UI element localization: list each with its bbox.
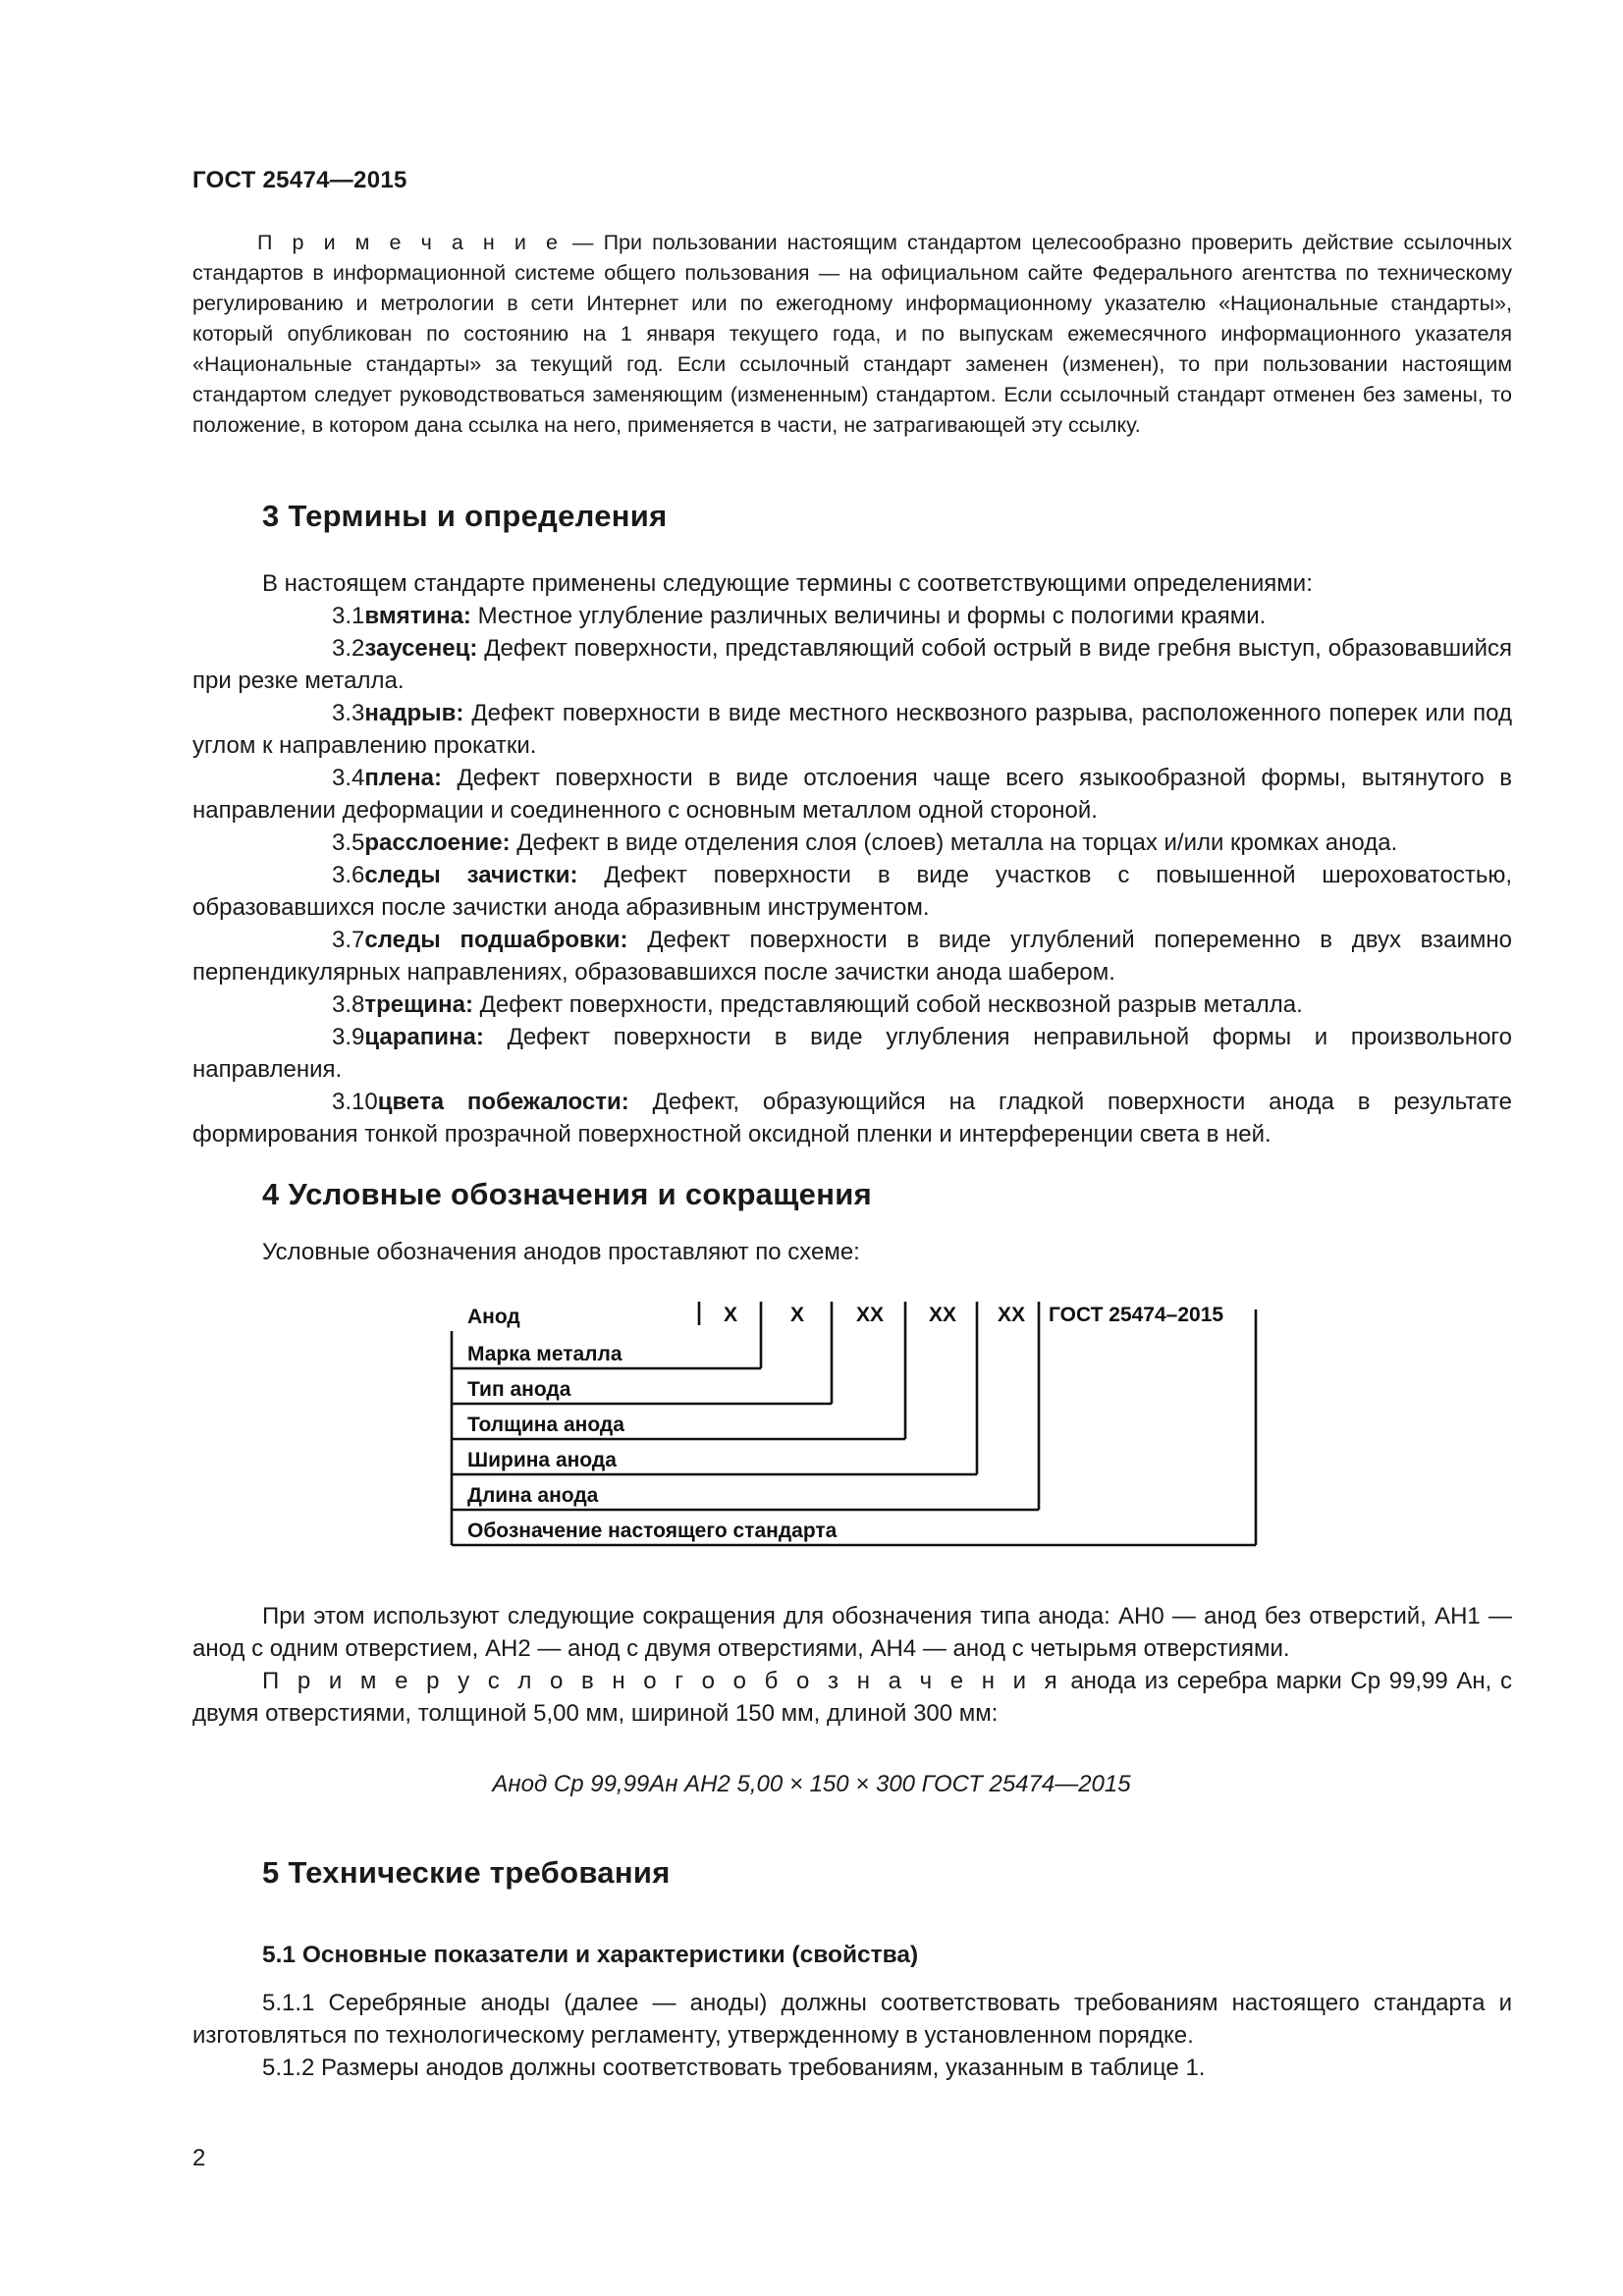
reference-note [192,228,1512,441]
term-3-7: 3.7следы подшабровки: Дефект поверхности в виде углублений попеременно в двух взаимно перпендикулярных направлениях, образовавшихся после зачистки анода шабером. [192,927,1513,986]
paragraph-5-1-2: 5.1.2 Размеры анодов должны соответствовать требованиям, указанным в таблице 1. [262,2055,1206,2081]
term-3-5: 3.5расслоение: Дефект в виде отделения слоя (слоев) металла на торцах и/или кромках анода. [332,829,1398,856]
scheme-code-metal: X [723,1304,738,1326]
example-lead: П р и м е р у с л о в н о г о о б о з н а ч е н и я [262,1668,1062,1694]
term-3-1: 3.1вмятина: Местное углубление различных величины и формы с пологими краями. [332,603,1267,629]
scheme-head: Анод [467,1306,520,1328]
scheme-row-metal: Марка металла [467,1343,622,1365]
scheme-row-thickness: Толщина анода [467,1414,624,1436]
paragraph-5-1-1: 5.1.1 Серебряные аноды (далее — аноды) должны соответствовать требованиям настоящего стандарта и изготовляться по технологическому регламенту, утвержденному в установленном порядке. [192,1990,1512,2049]
term-3-2: 3.2заусенец: Дефект поверхности, представляющий собой острый в виде гребня выступ, образовавшийся при резке металла. [192,635,1512,694]
scheme-code-thickness: XX [855,1304,885,1326]
page-number: 2 [192,2145,206,2171]
term-3-6: 3.6следы зачистки: Дефект поверхности в виде участков с повышенной шероховатостью, образовавшихся после зачистки анода абразивным инструментом. [192,862,1512,921]
term-3-9: 3.9царапина: Дефект поверхности в виде углубления неправильной формы и произвольного направления. [192,1024,1512,1083]
section-5-body [192,1987,1512,2084]
section-3-title: 3 Термины и определения [262,499,668,533]
scheme-row-width: Ширина анода [467,1449,617,1471]
section-4-body [192,1600,1512,1730]
term-3-4: 3.4плена: Дефект поверхности в виде отслоения чаще всего языкообразной формы, вытянутого в направлении деформации и соединенного с основным металлом одной стороной. [192,765,1512,824]
note-text: — При пользовании настоящим стандартом целесообразно проверить действие ссылочных стандартов в информационной системе общего пользования — на официальном сайте Федерального агентства по техническому регулированию и метрологии в сети Интернет или по ежегодному информационному указателю «Национальные стандарты», который опубликован по состоянию на 1 января текущего года, и по выпускам ежемесячного информационного указателя «Национальные стандарты» за текущий год. Если ссылочный стандарт заменен (изменен), то при пользовании настоящим стандартом следует руководствоваться заменяющим (измененным) стандартом. Если ссылочный стандарт отменен без замены, то положение, в котором дана ссылка на него, применяется в части, не затрагивающей эту ссылку. [192,231,1512,437]
example-paragraph [192,1665,1512,1730]
example-text: анода из серебра марки Ср 99,99 Ан, с двумя отверстиями, толщиной 5,00 мм, шириной 150 мм, длиной 300 мм: [192,1668,1512,1727]
scheme-row-standard: Обозначение настоящего стандарта [467,1520,838,1542]
scheme-standard: ГОСТ 25474–2015 [1049,1304,1224,1326]
section-5-1-title: 5.1 Основные показатели и характеристики (свойства) [262,1942,919,1968]
term-3-3: 3.3надрыв: Дефект поверхности в виде местного несквозного разрыва, расположенного поперек или под углом к направлению прокатки. [192,700,1512,759]
scheme-row-type: Тип анода [467,1378,571,1401]
section-4-title: 4 Условные обозначения и сокращения [262,1177,872,1211]
term-3-8: 3.8трещина: Дефект поверхности, представляющий собой несквозной разрыв металла. [332,991,1303,1018]
note-lead: П р и м е ч а н и е [257,231,563,254]
scheme-code-width: XX [928,1304,957,1326]
section-5-title: 5 Технические требования [262,1855,671,1890]
term-3-10: 3.10цвета побежалости: Дефект, образующийся на гладкой поверхности анода в результате формирования тонкой прозрачной поверхностной оксидной пленки и интерференции света в ней. [192,1089,1513,1148]
scheme-code-length: XX [997,1304,1026,1326]
document-id-header: ГОСТ 25474—2015 [192,167,407,193]
section-3-intro: В настоящем стандарте применены следующие термины с соответствующими определениями: [262,570,1313,597]
scheme-intro: Условные обозначения анодов проставляют по схеме: [262,1239,860,1265]
scheme-code-type: X [789,1304,805,1326]
section-3-body [192,567,1512,1150]
scheme-row-length: Длина анода [467,1484,599,1507]
abbreviations-paragraph: При этом используют следующие сокращения для обозначения типа анода: АН0 — анод без отверстий, АН1 — анод с одним отверстием, АН2 — анод с двумя отверстиями, АН4 — анод с четырьмя отверстиями. [192,1603,1512,1662]
example-formula: Анод Ср 99,99Ан АН2 5,00 × 150 × 300 ГОСТ 25474—2015 [492,1771,1131,1797]
